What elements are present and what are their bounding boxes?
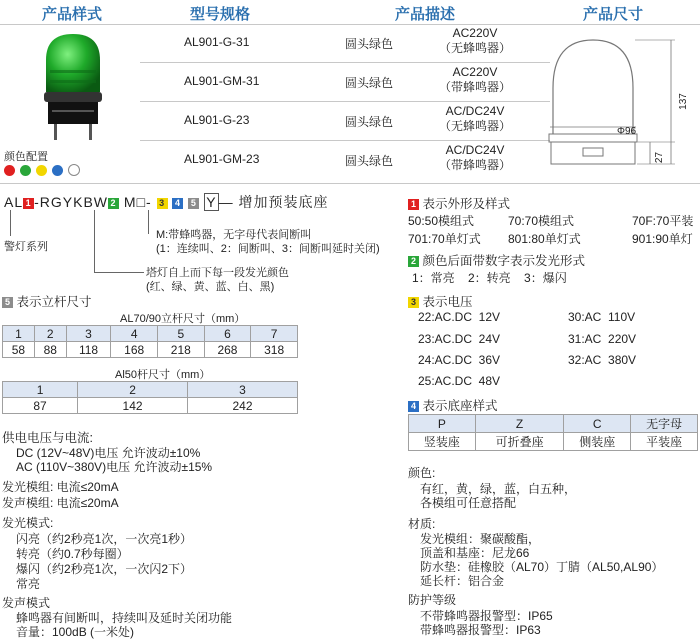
code-colors: -RGYKBW [34, 194, 109, 210]
product-row [140, 141, 550, 179]
light-mode-2: 转亮（约0.7秒每圈） [16, 547, 129, 561]
light-mode-3: 爆闪（约2秒亮1次，一次闪2下） [16, 562, 193, 576]
table-cell: 可折叠座 [475, 433, 563, 451]
buzzer-note: （无蜂鸣器） [438, 41, 511, 55]
table-cell: 2 [78, 382, 188, 398]
shape-item: 50:50模组式 [408, 214, 475, 228]
table-cell: 268 [204, 342, 251, 358]
power-ac: AC (110V~380V)电压 允许波动±15% [16, 460, 213, 474]
table-cell: 3 [66, 326, 111, 342]
header-model: 型号规格 [190, 6, 251, 23]
buzzer-note: （无蜂鸣器） [438, 119, 511, 133]
blue-dot-icon [52, 165, 63, 176]
product-image [28, 30, 118, 148]
red-dot-icon [4, 165, 15, 176]
material-4: 延长杆：铝合金 [420, 574, 505, 588]
table-cell: 2 [34, 326, 66, 342]
connector-line [94, 272, 144, 273]
pole-size-table-1 [2, 325, 298, 358]
buzzer-note-1: M:带蜂鸣器，无字母代表间断叫 [156, 229, 312, 241]
table-cell: 88 [34, 342, 66, 358]
table-cell: 87 [3, 398, 78, 414]
sound-mode-1: 蜂鸣器有间断叫，持续叫及延时关闭功能 [16, 611, 233, 625]
table-cell: 218 [158, 342, 205, 358]
buzzer-note: （带蜂鸣器） [438, 80, 511, 94]
table-cell: C [564, 415, 631, 433]
shape-item: 70:70模组式 [508, 214, 575, 228]
badge-3: 3 [157, 198, 168, 209]
yellow-dot-icon [36, 165, 47, 176]
voltage-code: 32:AC 380V [568, 353, 637, 367]
table-cell: 318 [251, 342, 298, 358]
light-mode-4: 常亮 [16, 577, 41, 591]
sound-module: 发声模组: 电流≤20mA [2, 496, 119, 510]
voltage-code: 23:AC.DC 24V [418, 332, 501, 346]
code-buzzer: M□- [123, 194, 152, 210]
connector-line [148, 210, 149, 234]
table-cell: 6 [204, 326, 251, 342]
table-header [0, 0, 700, 24]
model: AL901-GM-23 [184, 152, 260, 166]
power-title: 供电电压与电流: [2, 431, 93, 445]
voltage: AC220V [452, 65, 498, 79]
sound-mode-2: 音量：100dB (一米处) [16, 625, 135, 639]
protect-title: 防护等级 [408, 593, 457, 607]
voltage-code: 24:AC.DC 36V [418, 353, 501, 367]
color-dots [4, 164, 80, 179]
table-cell: 侧装座 [564, 433, 631, 451]
light-mode-codes: 1：常亮 2：转亮 3：爆闪 [412, 271, 567, 285]
color: 圆头绿色 [345, 154, 394, 168]
material-3: 防水垫：硅橡胶（AL70）丁腈（AL50,AL90） [420, 560, 664, 574]
code-base-note: — 增加预装底座 [218, 194, 329, 210]
table-cell: 7 [251, 326, 298, 342]
color-title: 颜色: [408, 466, 436, 480]
light-mode-1: 闪亮（约2秒亮1次，一次亮1秒） [16, 532, 193, 546]
table-cell: Z [475, 415, 563, 433]
series-label: 警灯系列 [4, 241, 48, 253]
table-cell: 4 [111, 326, 158, 342]
material-1: 发光模组：聚碳酸酯， [420, 532, 541, 546]
table-cell: 1 [3, 382, 78, 398]
product-row [140, 24, 550, 63]
shape-item: 801:80单灯式 [508, 232, 581, 246]
protect-1: 不带蜂鸣器报警型：IP65 [420, 609, 553, 623]
tower-note-2: (红、绿、黄、蓝、白、黑) [146, 281, 275, 293]
voltage: AC/DC24V [445, 143, 505, 157]
white-dot-icon [68, 164, 80, 176]
header-size: 产品尺寸 [583, 6, 644, 23]
code-base: Y [206, 194, 217, 210]
table-cell: 242 [188, 398, 298, 414]
light-mode-title: 发光模式: [2, 516, 54, 530]
pole-size-table-2 [2, 381, 298, 414]
model: AL901-G-31 [184, 35, 250, 49]
shape-item: 701:70单灯式 [408, 232, 481, 246]
base-style-table [408, 414, 698, 451]
section-4-title: 4 表示底座样式 [408, 396, 498, 414]
diameter-dim: Φ96 [617, 126, 637, 137]
product-row [140, 63, 550, 102]
buzzer-note: （带蜂鸣器） [438, 158, 511, 172]
color: 圆头绿色 [345, 76, 394, 90]
shape-item: 70F:70平装 [632, 214, 694, 228]
connector-line [94, 210, 95, 272]
table-cell: 5 [158, 326, 205, 342]
connector-line [10, 210, 11, 236]
protect-2: 带蜂鸣器报警型：IP63 [420, 623, 541, 637]
section-2-title: 2 颜色后面带数字表示发光形式 [408, 251, 585, 269]
voltage-code: 31:AC 220V [568, 332, 637, 346]
t1-caption: AL70/90立杆尺寸（mm） [120, 313, 246, 325]
model-code [4, 192, 328, 212]
sound-mode-title: 发声模式 [2, 596, 51, 610]
table-cell: 58 [3, 342, 35, 358]
product-row [140, 102, 550, 141]
color: 圆头绿色 [345, 37, 394, 51]
dimension-drawing [545, 26, 695, 186]
base-dim: 27 [654, 151, 666, 164]
led-module: 发光模组: 电流≤20mA [2, 480, 119, 494]
table-cell: P [409, 415, 476, 433]
voltage: AC/DC24V [445, 104, 505, 118]
table-cell: 168 [111, 342, 158, 358]
section-1-title: 1 表示外形及样式 [408, 194, 510, 212]
power-dc: DC (12V~48V)电压 允许波动±10% [16, 446, 201, 460]
table-cell: 竖装座 [409, 433, 476, 451]
divider [0, 183, 700, 184]
table-cell: 平装座 [631, 433, 698, 451]
section-3-title: 3 表示电压 [408, 292, 473, 310]
badge-2: 2 [108, 198, 119, 209]
header-style: 产品样式 [42, 6, 103, 23]
code-prefix: AL [4, 194, 24, 210]
voltage: AC220V [452, 26, 498, 40]
height-dim: 137 [677, 93, 689, 110]
table-cell: 无字母 [631, 415, 698, 433]
material-2: 顶盖和基座：尼龙66 [420, 546, 530, 560]
voltage-code: 30:AC 110V [568, 310, 636, 324]
table-cell: 1 [3, 326, 35, 342]
material-title: 材质: [408, 517, 436, 531]
table-cell: 142 [78, 398, 188, 414]
color: 圆头绿色 [345, 115, 394, 129]
color-desc-1: 有红，黄，绿，蓝，白五种， [420, 482, 577, 496]
tower-note-1: 塔灯自上而下每一段发光颜色 [146, 267, 289, 279]
color-desc-2: 各模组可任意搭配 [420, 496, 517, 510]
voltage-code: 25:AC.DC 48V [418, 374, 501, 388]
badge-1: 1 [23, 198, 34, 209]
model: AL901-GM-31 [184, 74, 260, 88]
badge-5: 5 [188, 198, 199, 209]
section-5-title: 5 表示立杆尺寸 [2, 292, 92, 310]
table-cell: 3 [188, 382, 298, 398]
color-config-label: 颜色配置 [4, 151, 48, 163]
buzzer-note-2: (1：连续叫、2：间断叫、3：间断叫延时关闭) [156, 243, 380, 255]
shape-item: 901:90单灯 [632, 232, 693, 246]
voltage-code: 22:AC.DC 12V [418, 310, 501, 324]
header-desc: 产品描述 [395, 6, 456, 23]
badge-4: 4 [172, 198, 183, 209]
t2-caption: Al50杆尺寸（mm） [115, 369, 211, 381]
table-cell: 118 [66, 342, 111, 358]
green-dot-icon [20, 165, 31, 176]
model: AL901-G-23 [184, 113, 250, 127]
